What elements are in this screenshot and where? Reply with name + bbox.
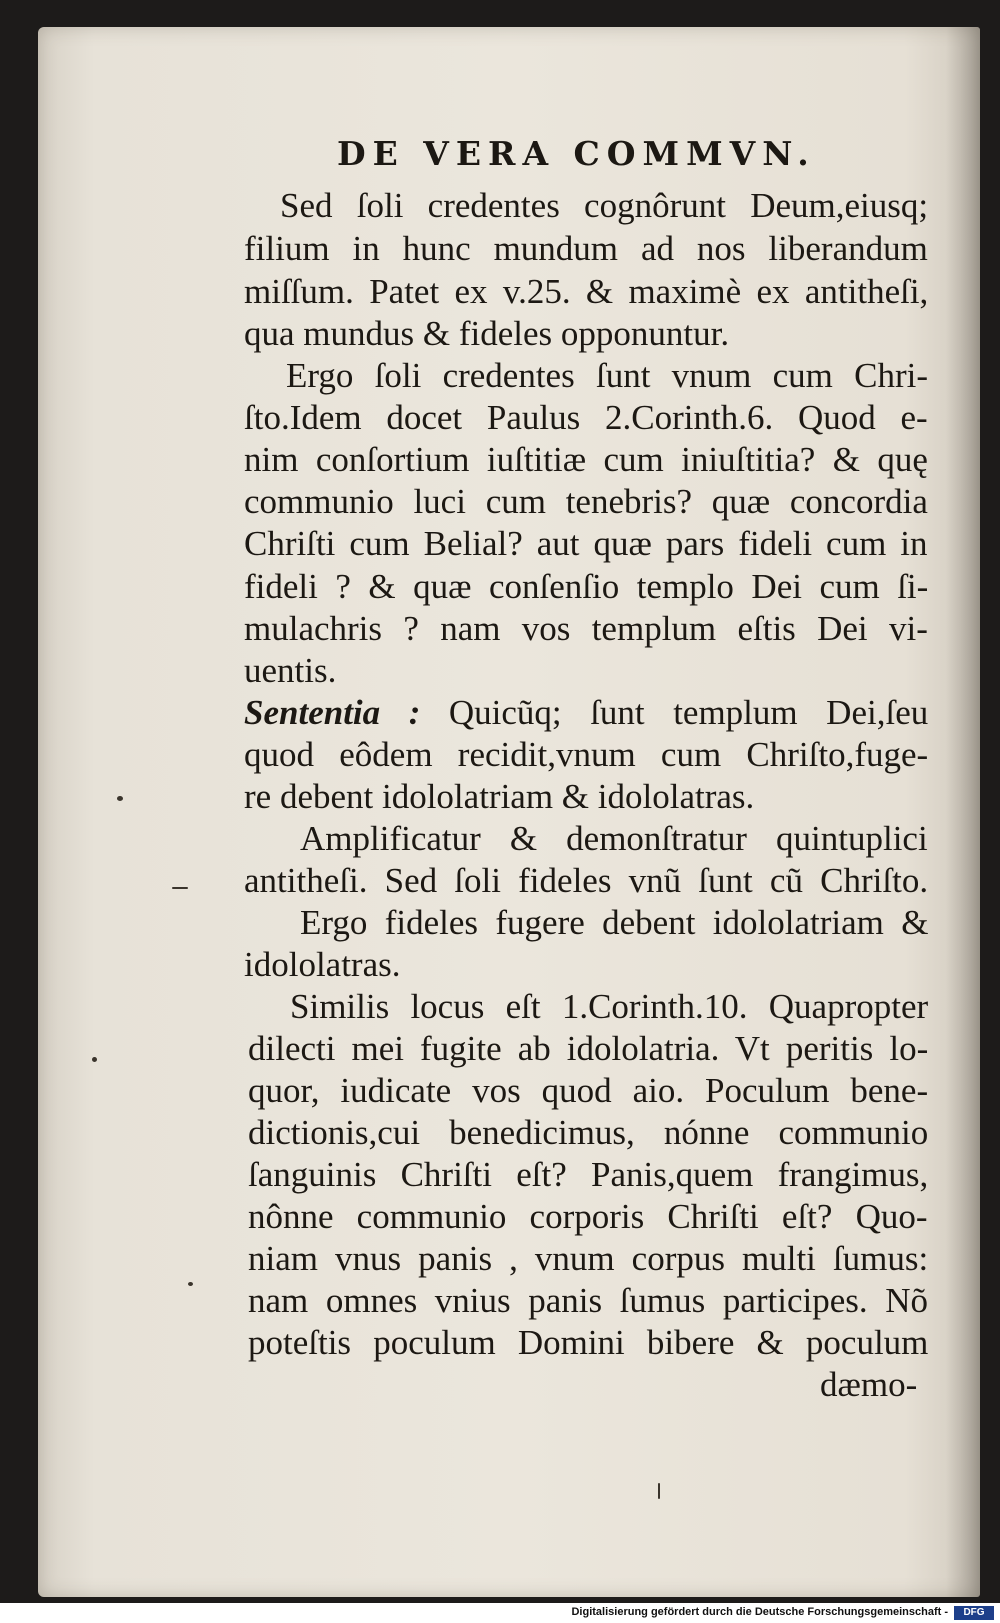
ink-speck [658,1483,660,1499]
sententia-text: Quicũq; ſunt templum Dei,ſeu [420,693,929,732]
text-line: nam omnes vnius panis ſumus participes. Nõ [248,1281,928,1320]
dfg-logo: DFG [954,1606,994,1620]
text-line: qua mundus & fideles opponuntur. [244,314,730,353]
text-line: re debent idololatriam & idololatras. [244,777,755,816]
text-line: Chriſti cum Belial? aut quæ pars fideli cum in [244,524,928,563]
text-line: quod eôdem recidit,vnum cum Chriſto,fuge- [244,735,929,774]
sententia-label: Sententia : [244,693,421,732]
text-line: miſſum. Patet ex v.25. & maximè ex antitheſi, [244,272,929,311]
text-line: dictionis,cui benedicimus, nónne communio [248,1113,929,1152]
text-line: niam vnus panis , vnum corpus multi ſumus: [248,1239,929,1278]
text-line: Similis locus eſt 1.Corinth.10. Quapropter [290,987,929,1026]
text-line [244,693,928,733]
text-line: dilecti mei fugite ab idololatria. Vt peritis lo- [248,1029,929,1068]
text-line: poteſtis poculum Domini bibere & poculum [248,1323,929,1362]
ink-speck [92,1057,97,1062]
text-line: antitheſi. Sed ſoli fideles vnũ ſunt cũ Chriſto. [244,861,929,900]
text-line: uentis. [244,651,337,690]
text-line: quor, iudicate vos quod aio. Poculum bene- [248,1071,929,1110]
text-line: ſto.Idem docet Paulus 2.Corinth.6. Quod e- [244,398,928,437]
text-line: dæmo- [820,1365,918,1404]
text-line: ſanguinis Chriſti eſt? Panis,quem frangimus, [248,1155,929,1194]
footer-bar [0,1603,1000,1623]
running-header: DE VERA COMMVN. [337,134,816,173]
ink-speck [117,796,123,801]
text-line: communio luci cum tenebris? quæ concordia [244,482,928,521]
text-line: idololatras. [244,945,401,984]
ink-speck [188,1282,193,1286]
text-line: nim conſortium iuſtitiæ cum iniuſtitia? & quę [244,440,928,479]
text-line: Sed ſoli credentes cognôrunt Deum,eiusq; [280,186,929,225]
page-gutter-shadow [946,27,980,1597]
text-line: nônne communio corporis Chriſti eſt? Quo- [248,1197,928,1236]
text-line: Ergo ſoli credentes ſunt vnum cum Chri- [286,356,929,395]
text-line: Amplificatur & demonſtratur quintuplici [300,819,928,858]
footer-credit: Digitalisierung gefördert durch die Deutsche Forschungsgemeinschaft - [571,1606,948,1618]
text-line: fideli ? & quæ conſenſio templo Dei cum ſi- [244,567,929,606]
text-line: Ergo fideles fugere debent idololatriam & [300,903,929,942]
text-line: mulachris ? nam vos templum eſtis Dei vi- [244,609,928,648]
ink-speck [172,887,188,889]
text-line: filium in hunc mundum ad nos liberandum [244,229,928,268]
